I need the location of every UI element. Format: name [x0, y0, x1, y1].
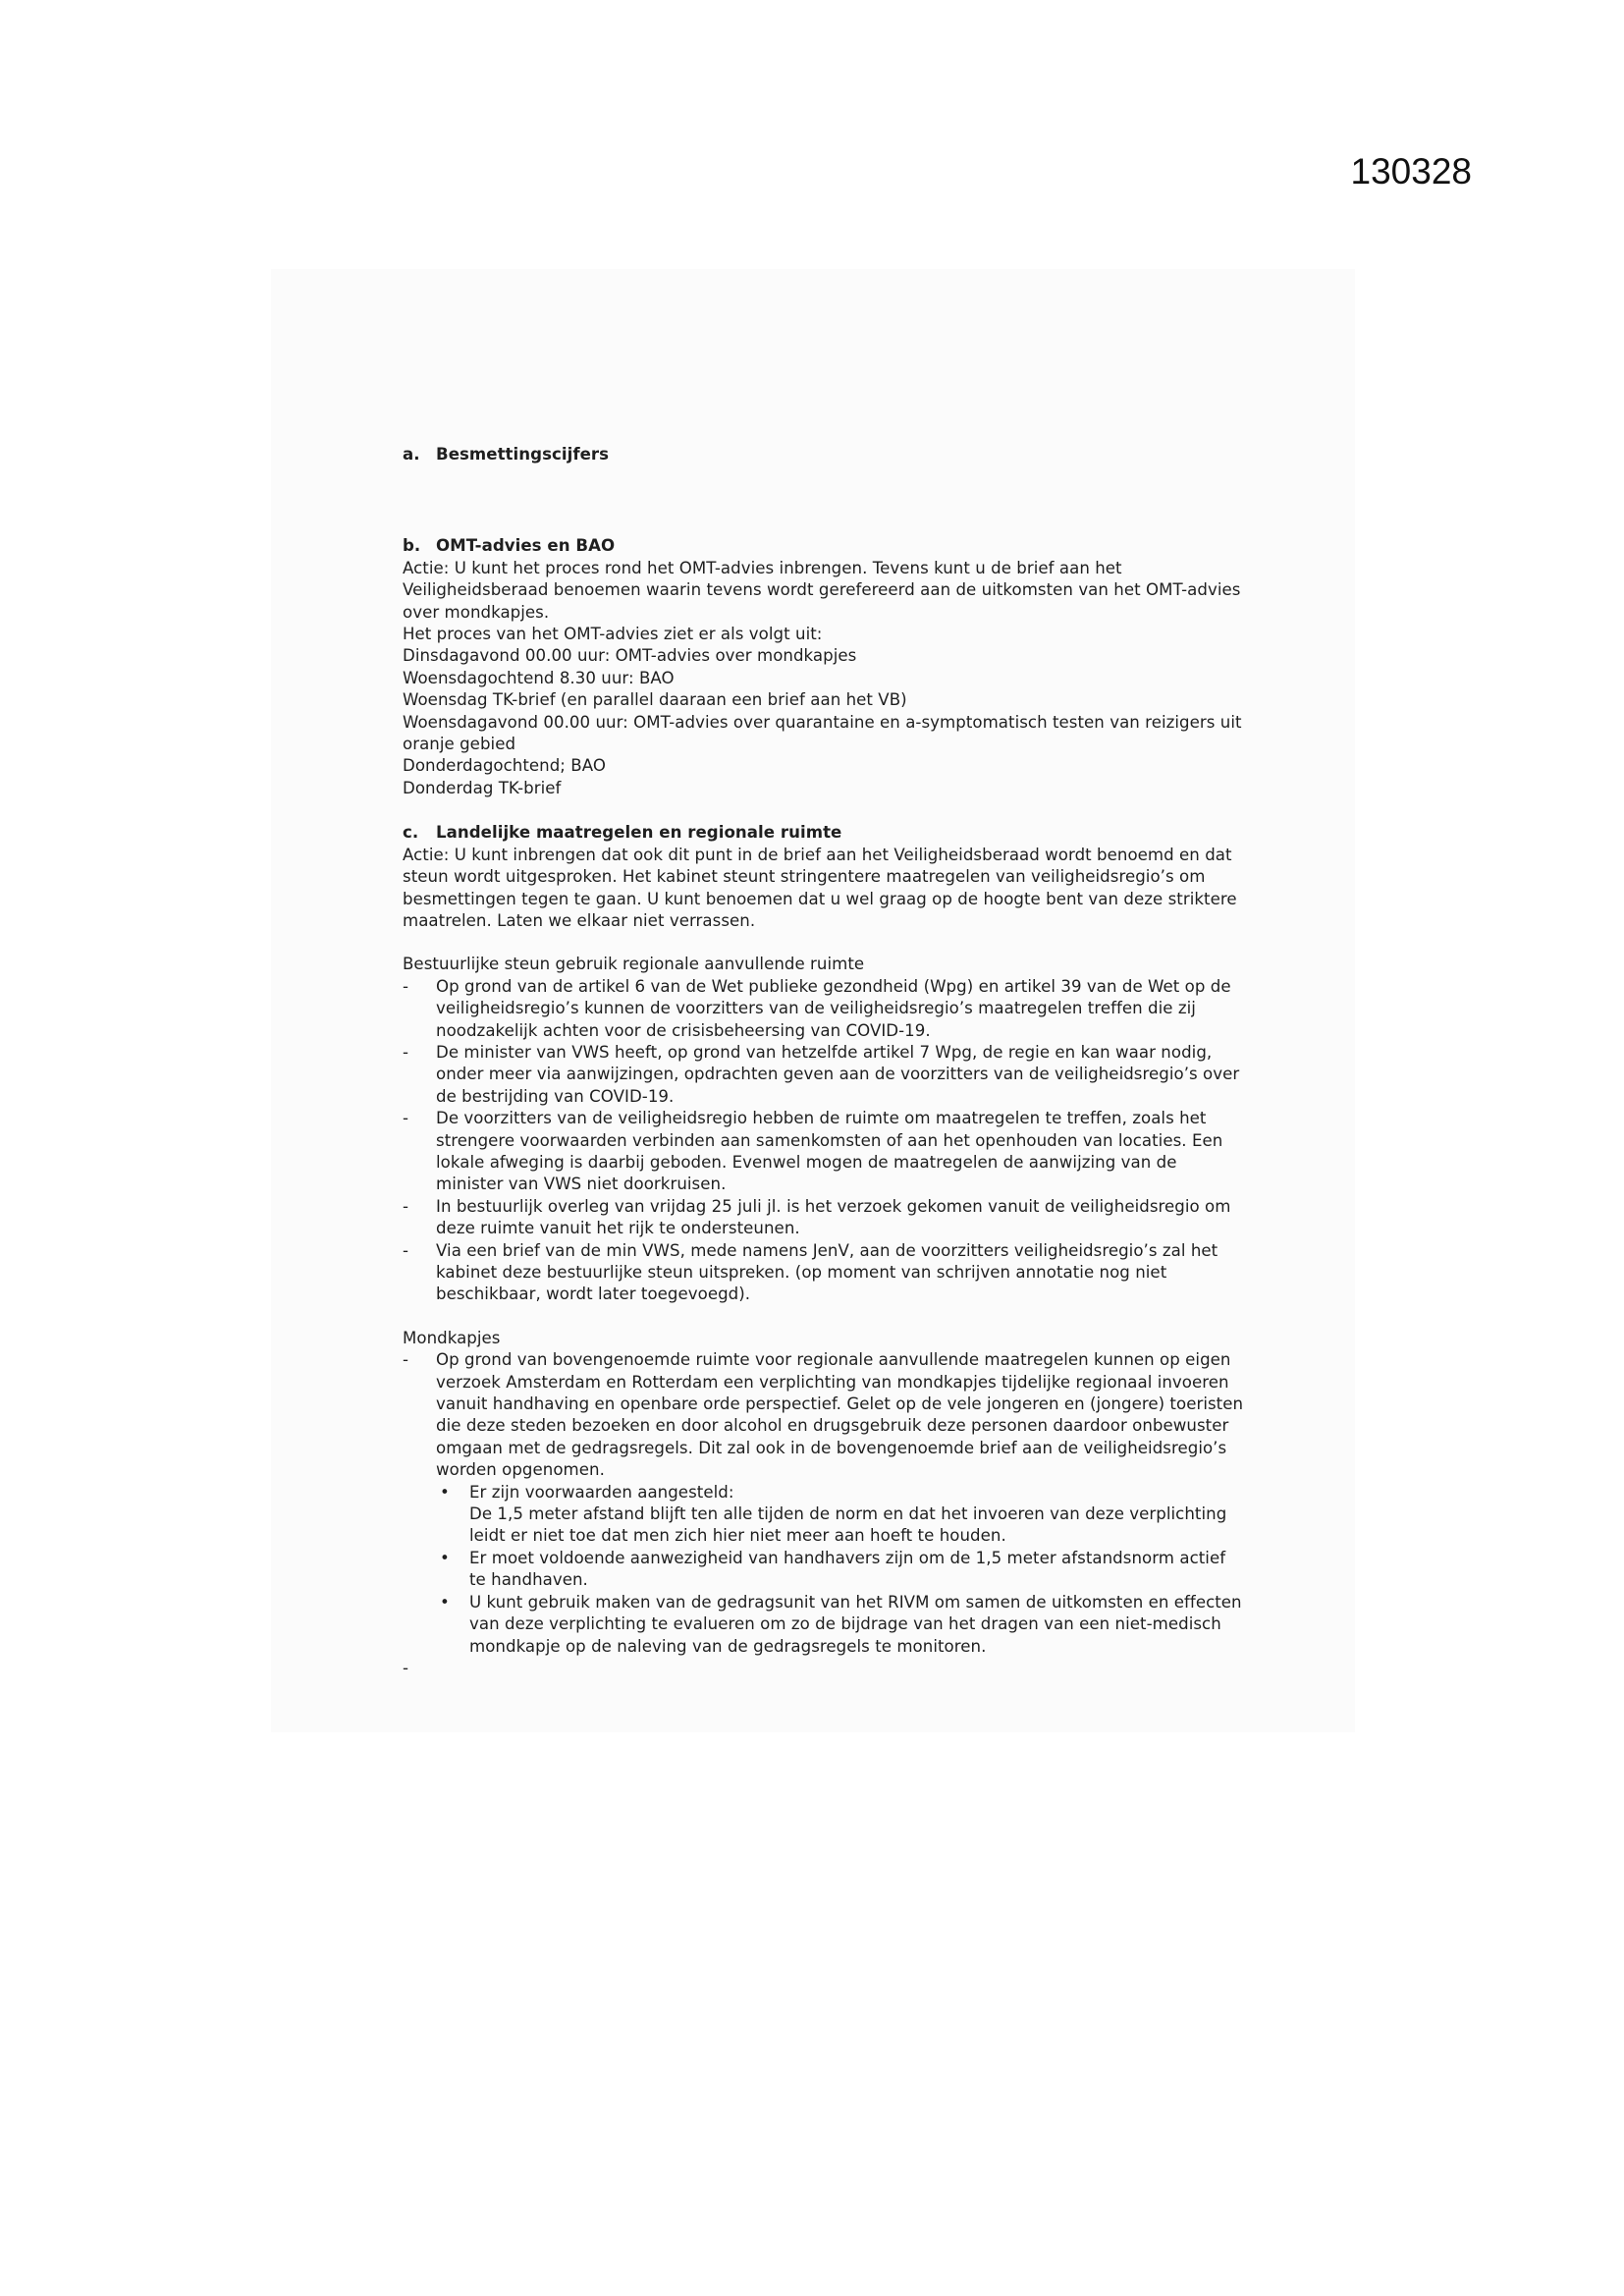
- list-item: - Op grond van de artikel 6 van de Wet publieke gezondheid (Wpg) en artikel 39 van de Wet op de veiligheidsregio’s kunnen de voorzitters van de veiligheidsregio’s maatregelen treffen die zij noodzakelijk achten voor de crisisbeheersing van COVID-19.: [403, 976, 1247, 1042]
- bullet-item: • U kunt gebruik maken van de gedragsunit van het RIVM om samen de uitkomsten en effecten van deze verplichting te evalueren om zo de bijdrage van het dragen van een niet-medisch mondkapje op de naleving van de gedragsregels te monitoren.: [436, 1592, 1247, 1658]
- list-item: - De minister van VWS heeft, op grond van hetzelfde artikel 7 Wpg, de regie en kan waar nodig, onder meer via aanwijzingen, opdrachten geven aan de voorzitters van de veiligheidsregio’s over de bestrijding van COVID-19.: [403, 1042, 1247, 1108]
- process-line: Woensdagochtend 8.30 uur: BAO: [403, 668, 675, 687]
- section-b-heading: [403, 535, 1247, 557]
- section-a-letter: a.: [403, 445, 420, 464]
- section-b-intro: Het proces van het OMT-advies ziet er als volgt uit:: [403, 625, 823, 644]
- process-line: Donderdagochtend; BAO: [403, 756, 606, 776]
- conditions-list: [436, 1482, 1247, 1658]
- process-line: Dinsdagavond 00.00 uur: OMT-advies over mondkapjes: [403, 646, 857, 666]
- process-line: Woensdag TK-brief (en parallel daaraan een brief aan het VB): [403, 690, 907, 710]
- document-number: 130328: [1350, 151, 1472, 191]
- masks-item-text: - Op grond van bovengenoemde ruimte voor regionale aanvullende maatregelen kunnen op eigen verzoek Amsterdam en Rotterdam een verplichting van mondkapjes tijdelijke regionaal invoeren vanuit handhaving en openbare orde perspectief. Gelet op de vele jongeren en (jongere) toeristen die deze steden bezoeken en door alcohol en drugsgebruik deze personen daardoor onbewuster omgaan met de gedragsregels. Dit zal ook in de bovengenoemde brief aan de veiligheidsregio’s worden opgenomen.: [436, 1350, 1244, 1480]
- list-item: - In bestuurlijk overleg van vrijdag 25 juli jl. is het verzoek gekomen vanuit de veiligheidsregio om deze ruimte vanuit het rijk te ondersteunen.: [403, 1196, 1247, 1240]
- support-heading: Bestuurlijke steun gebruik regionale aanvullende ruimte: [403, 955, 865, 974]
- support-list: [403, 976, 1247, 1306]
- section-b-title: OMT-advies en BAO: [436, 536, 616, 556]
- section-a-heading: [403, 444, 1247, 465]
- masks-list: [403, 1349, 1247, 1679]
- list-item: - De voorzitters van de veiligheidsregio hebben de ruimte om maatregelen te treffen, zoals het strengere voorwaarden verbinden aan samenkomsten of aan het openhouden van locaties. Een lokale afweging is daarbij geboden. Evenwel mogen de maatregelen de aanwijzing van de minister van VWS niet doorkruisen.: [403, 1108, 1247, 1196]
- bullet-text: De 1,5 meter afstand blijft ten alle tijden de norm en dat het invoeren van deze verplichting leidt er niet toe dat men zich hier niet meer aan hoeft te houden.: [469, 1504, 1227, 1546]
- section-c-action: Actie: U kunt inbrengen dat ook dit punt in de brief aan het Veiligheidsberaad wordt benoemd en dat steun wordt uitgesproken. Het kabinet steunt stringentere maatregelen van veiligheidsregio’s om besmettingen tegen te gaan. U kunt benoemen dat u wel graag op de hoogte bent van deze striktere maatrelen. Laten we elkaar niet verrassen.: [403, 845, 1237, 930]
- section-c-heading: [403, 822, 1247, 844]
- list-item: [403, 1349, 1247, 1658]
- bullet-item: • Er moet voldoende aanwezigheid van handhavers zijn om de 1,5 meter afstandsnorm actief te handhaven.: [436, 1548, 1247, 1592]
- section-b-letter: b.: [403, 536, 421, 556]
- empty-list-item: [403, 1658, 1247, 1679]
- bullet-item: [436, 1482, 1247, 1548]
- section-c-title: Landelijke maatregelen en regionale ruimte: [436, 823, 842, 843]
- bullet-lead: • Er zijn voorwaarden aangesteld:: [469, 1482, 734, 1502]
- section-a-title: Besmettingscijfers: [436, 445, 610, 464]
- process-line: Donderdag TK-brief: [403, 778, 562, 797]
- section-b-action: Actie: U kunt het proces rond het OMT-advies inbrengen. Tevens kunt u de brief aan het Veiligheidsberaad benoemen waarin tevens wordt gerefereerd aan de uitkomsten van het OMT-advies over mondkapjes.: [403, 558, 1241, 622]
- document-body: [403, 444, 1247, 1679]
- process-line: Woensdagavond 00.00 uur: OMT-advies over quarantaine en a-symptomatisch testen van reizigers uit oranje gebied: [403, 712, 1242, 754]
- list-item: - Via een brief van de min VWS, mede namens JenV, aan de voorzitters veiligheidsregio’s zal het kabinet deze bestuurlijke steun uitspreken. (op moment van schrijven annotatie nog niet beschikbaar, wordt later toegevoegd).: [403, 1240, 1247, 1306]
- masks-heading: Mondkapjes: [403, 1328, 501, 1347]
- section-c-letter: c.: [403, 823, 419, 843]
